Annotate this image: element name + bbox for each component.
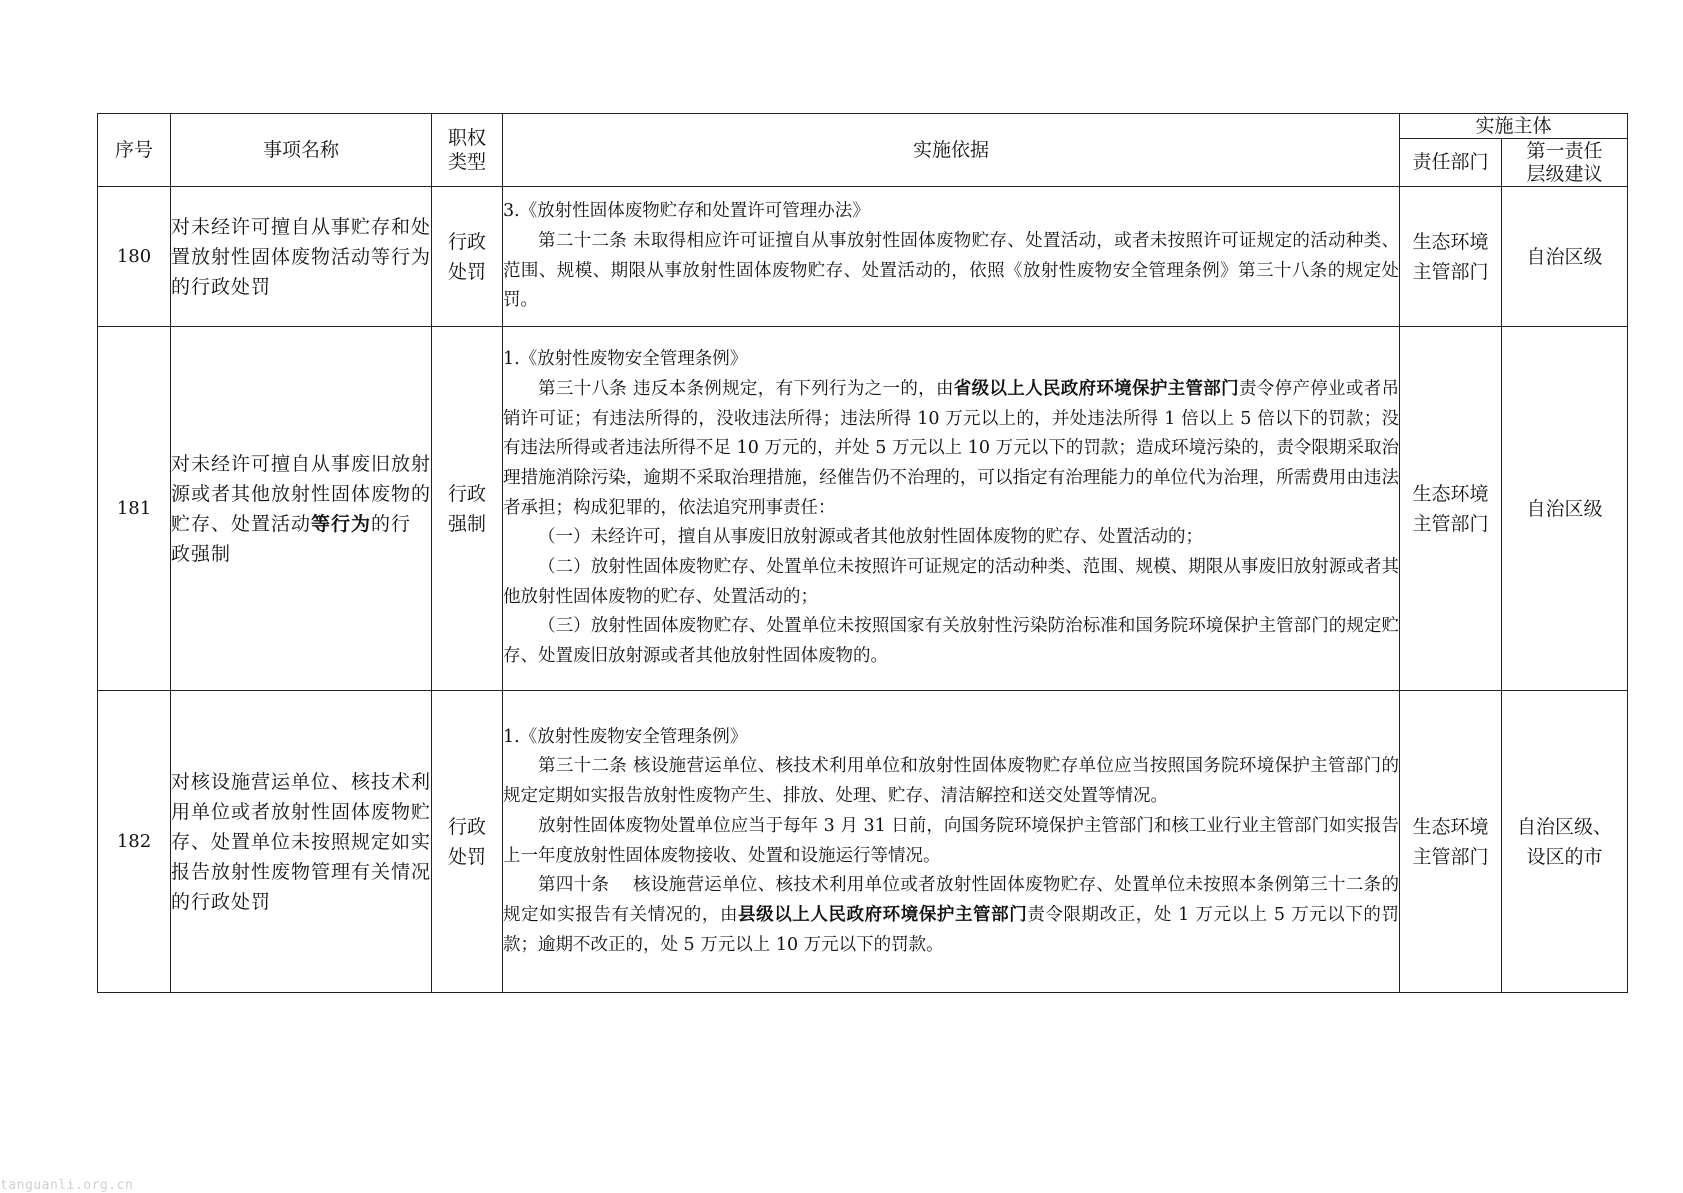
row-item-name xyxy=(171,327,432,691)
row-item-name-bold: 等行为 xyxy=(311,512,372,535)
row-item-name: 对核设施营运单位、核技术利用单位或者放射性固体废物贮存、处置单位未按照规定如实报告放射性废物管理有关情况的行政处罚 xyxy=(171,691,432,993)
basis-paragraph: 1.《放射性废物安全管理条例》 xyxy=(503,349,748,370)
basis-paragraph xyxy=(503,871,1399,960)
row-seq: 181 xyxy=(98,327,171,691)
row-seq: 180 xyxy=(98,187,171,327)
row-level xyxy=(1502,187,1628,327)
row-level-line2: 设区的市 xyxy=(1526,845,1603,868)
authority-table xyxy=(97,113,1628,993)
header-level-line1: 第一责任 xyxy=(1526,139,1603,162)
row-power-type-line2: 处罚 xyxy=(447,260,486,283)
row-power-type-line2: 强制 xyxy=(447,512,486,535)
basis-paragraph: （三）放射性固体废物贮存、处置单位未按照国家有关放射性污染防治标准和国务院环境保护主管部门的规定贮存、处置废旧放射源或者其他放射性固体废物的。 xyxy=(503,616,1399,667)
basis-text: 第四十条 核设施营运单位、核技术利用单位或者放射性固体废物贮存、处置单位未按照本条例第三十二条的规定如实报告有关情况的，由 xyxy=(503,875,1399,925)
row-dept-line2: 主管部门 xyxy=(1412,260,1489,283)
row-power-type xyxy=(432,327,503,691)
row-basis xyxy=(503,691,1400,993)
basis-paragraph xyxy=(503,375,1399,524)
row-dept-line1: 生态环境 xyxy=(1412,815,1489,838)
row-level xyxy=(1502,327,1628,691)
basis-paragraph: 3.《放射性固体废物贮存和处置许可管理办法》 xyxy=(503,201,870,222)
table-row-181 xyxy=(98,327,1628,691)
row-basis xyxy=(503,187,1400,327)
basis-text: 责令停产停业或者吊销许可证；有违法所得的，没收违法所得；违法所得 10 万元以上的，并处违法所得 1 倍以上 5 倍以下的罚款；没有违法所得或者违法所得不足 10 万元的，并处 5 万元以上 10 万元以下的罚款；造成环境污染的，责令限期采取治理措施消除污染，逾期不采取治理措施，经催告仍不治理的，可以指定有治理能力的单位代为治理，所需费用由违法者承担；构成犯罪的，依法追究刑事责任： xyxy=(503,378,1400,518)
row-level xyxy=(1502,691,1628,993)
header-dept: 责任部门 xyxy=(1400,139,1502,187)
row-dept xyxy=(1400,327,1502,691)
row-power-type xyxy=(432,691,503,993)
header-subject-group: 实施主体 xyxy=(1400,114,1628,139)
basis-paragraph: （一）未经许可，擅自从事废旧放射源或者其他放射性固体废物的贮存、处置活动的； xyxy=(538,527,1203,548)
header-level-line2: 层级建议 xyxy=(1526,162,1603,185)
row-dept-line1: 生态环境 xyxy=(1412,230,1489,253)
basis-paragraph: 放射性固体废物处置单位应当于每年 3 月 31 日前，向国务院环境保护主管部门和核工业行业主管部门如实报告上一年度放射性固体废物接收、处置和设施运行等情况。 xyxy=(503,815,1399,866)
basis-text: 第三十八条 违反本条例规定，有下列行为之一的，由 xyxy=(538,378,954,399)
basis-bold-text: 省级以上人民政府环境保护主管部门 xyxy=(953,378,1239,399)
row-dept-line2: 主管部门 xyxy=(1412,512,1489,535)
row-dept xyxy=(1400,187,1502,327)
basis-paragraph: 第三十二条 核设施营运单位、核技术利用单位和放射性固体废物贮存单位应当按照国务院环境保护主管部门的规定定期如实报告放射性废物产生、排放、处理、贮存、清洁解控和送交处置等情况。 xyxy=(503,756,1399,807)
watermark-text: tanguanli.org.cn xyxy=(0,1178,134,1193)
row-level-line1: 自治区级、 xyxy=(1517,815,1613,838)
row-power-type xyxy=(432,187,503,327)
basis-text: 责令限期改正，处 1 万元以上 5 万元以下的罚款；逾期不改正的，处 5 万元以上 10 万元以下的罚款。 xyxy=(503,904,1399,955)
row-item-name: 对未经许可擅自从事贮存和处置放射性固体废物活动等行为的行政处罚 xyxy=(171,187,432,327)
basis-bold-text: 县级以上人民政府环境保护主管部门 xyxy=(738,904,1028,925)
header-item-name: 事项名称 xyxy=(171,114,432,187)
table-row-182 xyxy=(98,691,1628,993)
row-power-type-line2: 处罚 xyxy=(447,845,486,868)
row-item-name-part: 的行政强制 xyxy=(171,512,412,565)
header-power-type xyxy=(432,114,503,187)
row-dept-line2: 主管部门 xyxy=(1412,845,1489,868)
row-power-type-line1: 行政 xyxy=(447,482,486,505)
header-basis: 实施依据 xyxy=(503,114,1400,187)
header-level xyxy=(1502,139,1628,187)
row-power-type-line1: 行政 xyxy=(447,230,486,253)
table-row-180 xyxy=(98,187,1628,327)
row-level-line1: 自治区级 xyxy=(1526,497,1603,520)
row-seq: 182 xyxy=(98,691,171,993)
basis-paragraph: 第二十二条 未取得相应许可证擅自从事放射性固体废物贮存、处置活动，或者未按照许可证规定的活动种类、范围、规模、期限从事放射性固体废物贮存、处置活动的，依照《放射性废物安全管理条例》第三十八条的规定处罚。 xyxy=(503,230,1399,311)
row-basis xyxy=(503,327,1400,691)
header-seq: 序号 xyxy=(98,114,171,187)
row-dept xyxy=(1400,691,1502,993)
row-item-name-part: 对未经许可擅自从事废旧放射源或者其他放射性固体废物的贮存、处置活动 xyxy=(171,452,432,535)
header-power-type-line2: 类型 xyxy=(447,151,486,173)
row-level-line1: 自治区级 xyxy=(1526,245,1603,268)
basis-paragraph: （二）放射性固体废物贮存、处置单位未按照许可证规定的活动种类、范围、规模、期限从事废旧放射源或者其他放射性固体废物的贮存、处置活动的； xyxy=(503,557,1399,607)
basis-paragraph: 1.《放射性废物安全管理条例》 xyxy=(503,726,748,747)
header-power-type-line1: 职权 xyxy=(447,127,486,149)
row-dept-line1: 生态环境 xyxy=(1412,482,1489,505)
row-power-type-line1: 行政 xyxy=(447,815,486,838)
